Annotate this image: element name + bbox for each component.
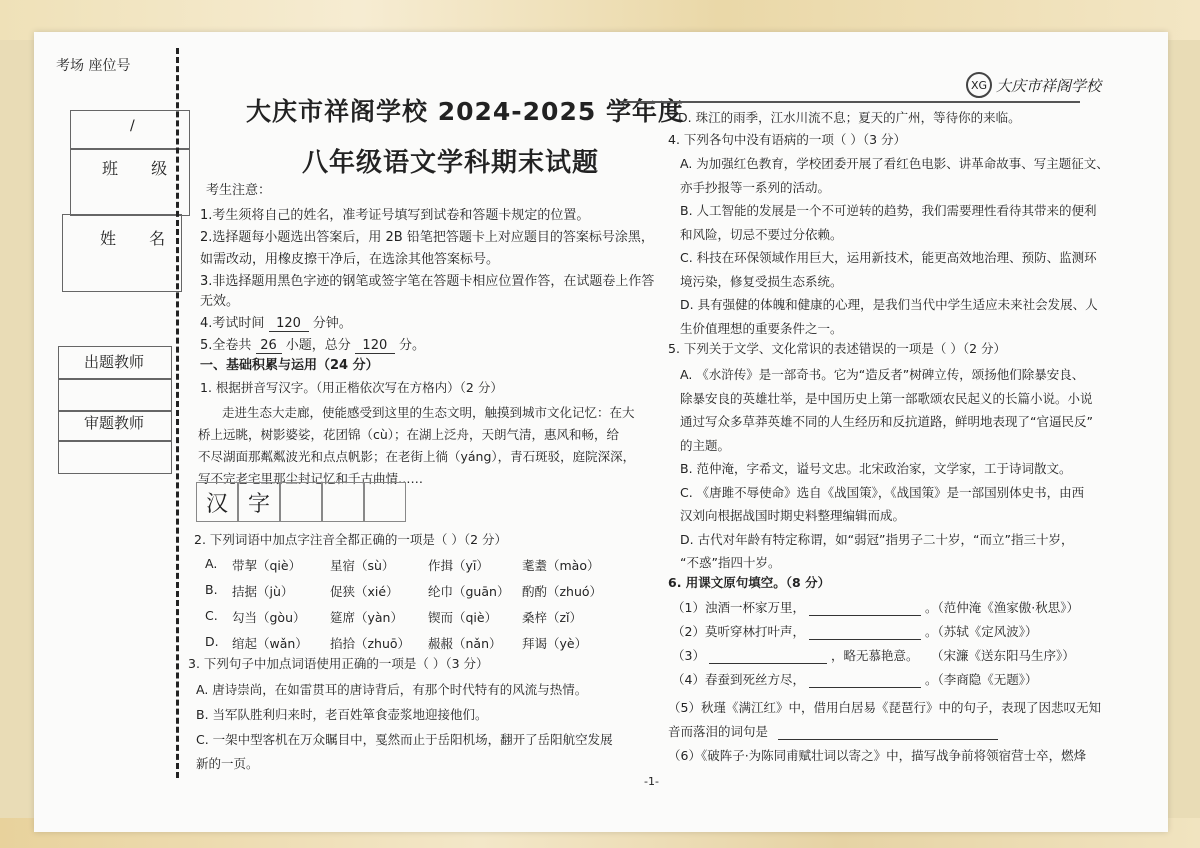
q2-option-cell: 作揖（yī） — [428, 558, 489, 573]
q2-option-cell: 勾当（gòu） — [232, 610, 306, 625]
q2-option-cell: 酌酌（zhuó） — [522, 584, 603, 599]
q2-option-cell: 促狭（xié） — [330, 584, 399, 599]
q4-option-line: D. 具有强健的体魄和健康的心理，是我们当代中学生适应未来社会发展、人 — [680, 297, 1098, 312]
time-suffix: 分钟。 — [312, 316, 352, 331]
q2-option-cell: 赧赧（nǎn） — [428, 636, 502, 651]
q5-option-line: D. 古代对年龄有特定称谓，如“弱冠”指男子二十岁，“而立”指三十岁， — [680, 531, 1074, 547]
q4-option-line: 亦手抄报等一系列的活动。 — [680, 179, 831, 195]
q5-option-line: “不惑”指四十岁。 — [680, 555, 781, 570]
binding-cut-line — [176, 48, 179, 778]
grid-cell[interactable] — [364, 482, 406, 522]
q6-blank-row — [672, 598, 1079, 616]
q4-option-line: C. 科技在环保领域作用巨大，运用新技术，能更高效地治理、预防、监测环 — [680, 250, 1097, 265]
q2-option-cell: 掐拾（zhuō） — [330, 636, 411, 651]
q6-answer-blank[interactable] — [809, 672, 921, 688]
q2-option-cell: 耄耋（mào） — [522, 558, 600, 573]
q2-option-cell: 筵席（yàn） — [330, 610, 403, 625]
logo-text: 大庆市祥阁学校 — [996, 76, 1102, 95]
grid-cell[interactable]: 汉 — [196, 482, 238, 522]
q6-prompt: （4）春蚕到死丝方尽， — [672, 672, 805, 687]
q6-5-line: （5）秋瑾《满江红》中，借用白居易《琵琶行》中的句子，表现了因悲叹无知 — [668, 700, 1101, 715]
q2-option-cell: A. — [205, 556, 218, 571]
notice-item: 3.非选择题用黑色字迹的钢笔或签字笔在答题卡相应位置作答，在试题卷上作答 — [200, 274, 655, 289]
answer-grid — [196, 482, 406, 522]
q2-option-cell: B. — [205, 582, 218, 597]
q6-6-line: （6）《破阵子·为陈同甫赋壮词以寄之》中，描写战争前将领宿营士卒，燃烽 — [668, 748, 1087, 763]
q1-passage-line: 桥上远眺，树影婆娑，花团锦（cù）；在湖上泛舟，天朗气清，惠风和畅，给 — [198, 427, 620, 442]
q1-title: 1. 根据拼音写汉字。（用正楷依次写在方格内）（2 分） — [200, 380, 503, 395]
grid-cell[interactable] — [322, 482, 364, 522]
q2-option-cell: 锲而（qiè） — [428, 610, 498, 625]
seat-number-value: / — [130, 118, 135, 134]
logo-emblem-icon: XG — [966, 72, 992, 98]
q4-option-line: 和风险，切忌不要过分依赖。 — [680, 226, 843, 242]
q6-answer-blank[interactable] — [709, 648, 827, 664]
q6-blank-row — [672, 670, 1037, 688]
q2-option-cell: 星宿（sù） — [330, 558, 395, 573]
q1-passage-line: 走进生态大走廊，使能感受到这里的生态文明，触摸到城市文化记忆：在大 — [222, 405, 635, 420]
total-count: 26 — [256, 338, 282, 354]
q3-option: B. 当军队胜利归来时，老百姓箪食壶浆地迎接他们。 — [196, 707, 488, 722]
q5-option-line: B. 范仲淹，字希文，谥号文忠。北宋政治家，文学家，工于诗词散文。 — [680, 461, 1072, 476]
q2-option-cell: 拜谒（yè） — [522, 636, 588, 651]
q4-option-line: B. 人工智能的发展是一个不可逆转的趋势，我们需要理性看待其带来的便利 — [680, 203, 1097, 218]
q6-prompt: （3） — [672, 648, 705, 663]
total-mid: 小题，总分 — [285, 338, 351, 353]
seat-number-label: 考场 座位号 — [56, 58, 131, 74]
school-title: 大庆市祥阁学校 2024-2025 学年度 — [246, 97, 684, 126]
q6-5-text: 音而落泪的词句是 — [668, 724, 769, 739]
q2-option-cell: 绾起（wǎn） — [232, 636, 308, 651]
exam-title: 八年级语文学科期末试题 — [302, 148, 600, 178]
q6-source: 。（苏轼《定风波》） — [924, 624, 1038, 639]
q3-option: 新的一页。 — [196, 756, 259, 771]
time-value: 120 — [269, 316, 309, 332]
q4-title: 4. 下列各句中没有语病的一项（ ）（3 分） — [668, 132, 907, 147]
q6-5-line — [668, 722, 998, 740]
notice-item: 无效。 — [200, 294, 240, 309]
total-score: 120 — [355, 338, 395, 354]
q2-option-cell: 纶巾（guān） — [428, 584, 510, 599]
notice-total — [200, 334, 425, 354]
total-prefix: 5.全卷共 — [200, 338, 252, 353]
q5-option-line: 的主题。 — [680, 437, 731, 453]
q2-option-cell: 桑梓（zǐ） — [522, 610, 583, 625]
reviewer-label: 审题教师 — [84, 414, 145, 432]
header-rule — [620, 101, 1080, 103]
q4-option-line: A. 为加强红色教育，学校团委开展了看红色电影、讲革命故事、写主题征文、 — [680, 156, 1109, 171]
q6-5-blank[interactable] — [778, 724, 998, 740]
reviewer-sign-box — [58, 440, 172, 474]
q1-passage-line: 不尽湖面那粼粼波光和点点帆影；在老街上徜（yáng），青石斑驳，庭院深深， — [198, 449, 636, 464]
q2-option-cell: 带挈（qiè） — [232, 558, 302, 573]
setter-label: 出题教师 — [84, 353, 145, 371]
q5-title: 5. 下列关于文学、文化常识的表述错误的一项是（ ）（2 分） — [668, 341, 1007, 356]
page-number: -1- — [644, 775, 659, 788]
q1-passage-line: 写不完老宅里那尘封记忆和千古曲情…… — [198, 471, 424, 486]
q4-option-line: 境污染，修复受损生态系统。 — [680, 273, 843, 289]
q6-answer-blank[interactable] — [809, 600, 921, 616]
total-suffix: 分。 — [398, 338, 425, 353]
q6-title: 6. 用课文原句填空。（8 分） — [668, 575, 831, 590]
grid-cell[interactable]: 字 — [238, 482, 280, 522]
notice-item: 1.考生须将自己的姓名，准考证号填写到试卷和答题卡规定的位置。 — [200, 208, 590, 223]
notice-item: 如需改动，用橡皮擦干净后，在选涂其他答案标号。 — [200, 252, 500, 267]
school-logo — [966, 72, 1101, 98]
q2-title: 2. 下列词语中加点字注音全都正确的一项是（ ）（2 分） — [194, 532, 508, 547]
q3-option-d: D. 珠江的雨季，江水川流不息；夏天的广州，等待你的来临。 — [678, 110, 1021, 125]
notice-title: 考生注意： — [206, 183, 272, 198]
q5-option-line: 通过写众多草莽英雄不同的人生经历和反抗道路，鲜明地表现了“官逼民反” — [680, 414, 1093, 429]
q4-option-line: 生价值理想的重要条件之一。 — [680, 320, 843, 336]
q6-prompt: （1）浊酒一杯家万里， — [672, 600, 805, 615]
q5-option-line: A. 《水浒传》是一部奇书。它为“造反者”树碑立传，颂扬他们除暴安良、 — [680, 367, 1085, 382]
q2-option-cell: 拮据（jù） — [232, 584, 294, 599]
q5-option-line: 除暴安良的英雄壮举，是中国历史上第一部歌颂农民起义的长篇小说。小说 — [680, 390, 1093, 406]
q6-prompt: （2）莫听穿林打叶声， — [672, 624, 805, 639]
notice-item: 2.选择题每小题选出答案后，用 2B 铅笔把答题卡上对应题目的答案标号涂黑， — [200, 230, 654, 245]
q2-option-cell: D. — [205, 634, 219, 649]
q6-source: 。（李商隐《无题》） — [924, 672, 1038, 687]
q5-option-line: C. 《唐雎不辱使命》选自《战国策》，《战国策》是一部国别体史书，由西 — [680, 484, 1085, 500]
q3-option: C. 一架中型客机在万众瞩目中，戛然而止于岳阳机场，翻开了岳阳航空发展 — [196, 732, 613, 747]
time-prefix: 4.考试时间 — [200, 316, 265, 331]
q3-title: 3. 下列句子中加点词语使用正确的一项是（ ）（3 分） — [188, 656, 489, 671]
section-1-title: 一、基础积累与运用（24 分） — [200, 358, 379, 373]
q5-option-line: 汉刘向根据战国时期史料整理编辑而成。 — [680, 508, 906, 523]
setter-sign-box — [58, 378, 172, 412]
q6-blank-row — [672, 646, 1075, 664]
class-label: 班 级 — [102, 159, 182, 178]
name-label: 姓 名 — [100, 229, 180, 248]
q6-answer-blank[interactable] — [809, 624, 921, 640]
grid-cell[interactable] — [280, 482, 322, 522]
q6-blank-row — [672, 622, 1037, 640]
q3-option: A. 唐诗崇尚，在如雷贯耳的唐诗背后，有那个时代特有的风流与热情。 — [196, 682, 588, 697]
notice-time — [200, 312, 352, 332]
q6-source: 。（范仲淹《渔家傲·秋思》） — [924, 600, 1079, 615]
q2-option-cell: C. — [205, 608, 218, 623]
q6-source: ，略无慕艳意。 （宋濂《送东阳马生序》） — [830, 648, 1075, 663]
